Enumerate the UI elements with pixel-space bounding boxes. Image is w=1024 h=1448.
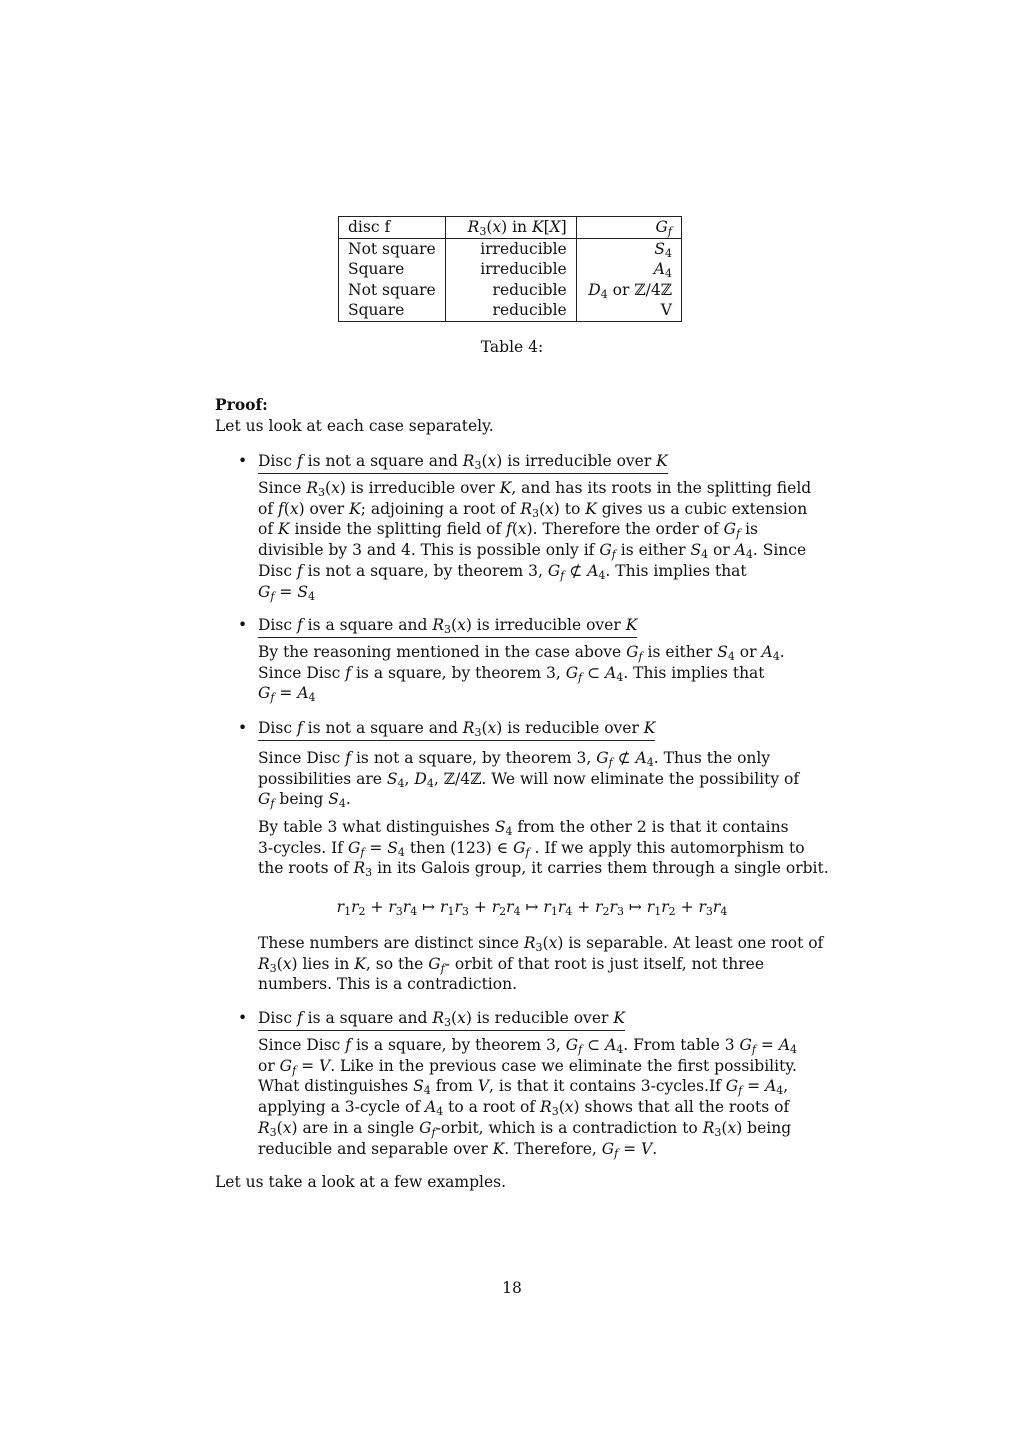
text-line: reducible and separable over K. Therefore, $G_f = V$. [258,1139,658,1160]
text-line: of f(x) over K; adjoining a root of $R_3(x)$ to K gives us a cubic extension [258,499,808,520]
text-line: $R_3(x)$ are in a single $G_f$-orbit, which is a contradiction to $R_3(x)$ being [258,1118,792,1139]
case-3-body-c [258,933,824,995]
bullet-marker: • [238,1009,248,1027]
page-number: 18 [502,1279,522,1297]
text-line: applying a 3-cycle of $A_4$ to a root of $R_3(x)$ shows that all the roots of [258,1098,790,1119]
table-cell: $D_4$ or ℤ/4ℤ [576,280,681,301]
proof-heading: Proof: [215,395,268,414]
table-header-cell: $G_f$ [576,217,681,239]
case-2-heading: Disc f is a square and $R_3(x)$ is irreducible over K [258,616,638,636]
proof-intro: Let us look at each case separately. [215,417,494,435]
text-line: $G_f = A_4$ [258,684,316,705]
table-cell: irreducible [445,259,576,280]
text-line: of K inside the splitting field of f(x). Therefore the order of $G_f$ is [258,520,758,541]
table-row [339,280,682,301]
bullet-marker: • [238,719,248,737]
orbit-equation: $r_1r_2 + r_3r_4$ ↦ $r_1r_3 + r_2r_4$ ↦ $r_1r_4 + r_2r_3$ ↦ $r_1r_2 + r_3r_4$ [336,898,728,918]
text-line: $G_f = S_4$ [258,582,315,603]
table-cell: Square [339,300,446,321]
case-3-body-b [258,817,829,880]
text-line: or $G_f = V$. Like in the previous case we eliminate the first possibility. [258,1056,797,1077]
table-cell: V [576,300,681,321]
text-line: These numbers are distinct since $R_3(x)$ is separable. At least one root of [258,934,824,954]
table-header-row [339,217,682,239]
table-row [339,238,682,259]
table-caption: Table 4: [480,338,544,356]
text-line: the roots of $R_3$ in its Galois group, it carries them through a single orbit. [258,859,829,880]
text-line: numbers. This is a contradiction. [258,975,518,994]
text-line: Since $R_3(x)$ is irreducible over K, and has its roots in the splitting field [258,479,812,499]
case-2-body [258,642,810,704]
case-3-heading: Disc f is not a square and $R_3(x)$ is reducible over K [258,719,656,739]
text-line: By table 3 what distinguishes $S_4$ from the other 2 is that it contains [258,818,789,838]
bullet-marker: • [238,616,248,634]
case-3-body-a [258,748,810,810]
text-line: Since Disc f is not a square, by theorem 3, $G_f$ ⊄ $A_4$. Thus the only [258,749,771,769]
closing-sentence: Let us take a look at a few examples. [215,1173,507,1191]
bullet-marker: • [238,452,248,470]
text-line: divisible by 3 and 4. This is possible only if $G_f$ is either $S_4$ or $A_4$. Since [258,541,807,562]
case-1-heading: Disc f is not a square and $R_3(x)$ is irreducible over K [258,452,668,472]
table-row [339,300,682,321]
table-header-cell: disc f [339,217,446,239]
table-cell: Not square [339,280,446,301]
table-cell: Not square [339,238,446,259]
galois-group-table [338,216,682,322]
text-line: possibilities are $S_4$, $D_4$, ℤ/4ℤ. We will now eliminate the possibility of [258,769,800,790]
text-line: Since Disc f is a square, by theorem 3, $G_f$ ⊂ $A_4$. From table 3 $G_f = A_4$ [258,1036,798,1056]
text-line: $G_f$ being $S_4$. [258,790,351,811]
table-cell: $S_4$ [576,238,681,259]
text-line: 3-cycles. If $G_f = S_4$ then (123) ∈ $G_f$ . If we apply this automorphism to [258,838,805,859]
table-row [339,259,682,280]
text-line: What distinguishes $S_4$ from V, is that it contains 3-cycles.If $G_f = A_4$, [258,1077,789,1098]
table-cell: Square [339,259,446,280]
table-cell: $A_4$ [576,259,681,280]
case-1-body [258,478,810,602]
table-cell: reducible [445,280,576,301]
table-header-cell: $R_3(x)$ in K[X] [445,217,576,239]
table-cell: reducible [445,300,576,321]
table-cell: irreducible [445,238,576,259]
case-4-heading: Disc f is a square and $R_3(x)$ is reducible over K [258,1009,625,1029]
text-line: $R_3(x)$ lies in K, so the $G_f-$ orbit of that root is just itself, not three [258,954,765,975]
text-line: Since Disc f is a square, by theorem 3, $G_f$ ⊂ $A_4$. This implies that [258,663,765,684]
text-line: By the reasoning mentioned in the case above $G_f$ is either $S_4$ or $A_4$. [258,643,785,663]
case-4-body [258,1035,810,1159]
text-line: Disc f is not a square, by theorem 3, $G_f$ ⊄ $A_4$. This implies that [258,561,747,582]
